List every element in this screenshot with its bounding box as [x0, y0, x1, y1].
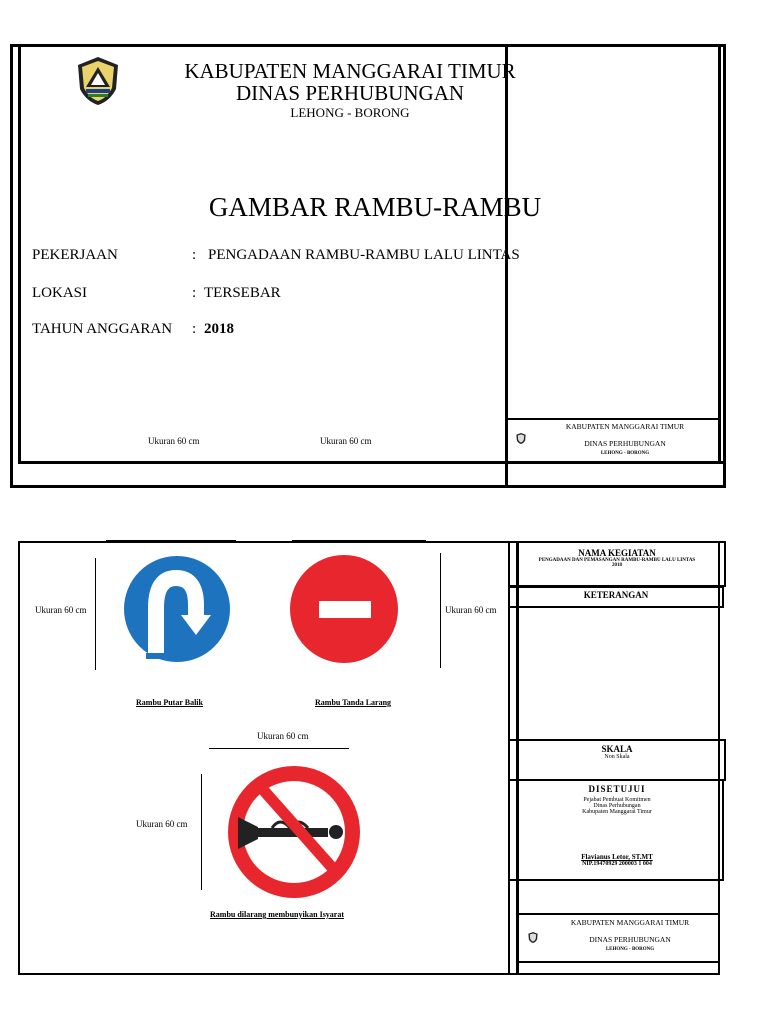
stamp-emblem-icon-2 — [527, 931, 539, 944]
stamp-line-3: LEHONG - BORONG — [600, 451, 650, 456]
disetujui-line-2: Dinas Perhubungan — [593, 803, 641, 809]
disetujui-title: DISETUJUI — [588, 784, 646, 794]
field-tahun-label: TAHUN ANGGARAN — [32, 321, 173, 337]
field-lokasi-value: TERSEBAR — [204, 285, 281, 301]
sheet-1-inner-left — [18, 44, 21, 464]
u-turn-top-arrow — [106, 540, 236, 541]
stamp2-line-3: LEHONG - BORONG — [605, 947, 655, 952]
u-turn-caption: Rambu Putar Balik — [136, 698, 203, 707]
signer-nip: NIP.19470929 200003 1 004 — [582, 861, 652, 867]
stamp2-line-1: KABUPATEN MANGGARAI TIMUR — [570, 918, 690, 927]
sheet-1-stamp-top — [505, 418, 721, 420]
nama-kegiatan-year: 2018 — [612, 563, 622, 568]
skala-value: Non Skala — [604, 754, 630, 760]
sign-no-horn — [220, 762, 368, 907]
sign-u-turn — [104, 553, 250, 670]
no-horn-top-arrow — [209, 748, 349, 749]
no-entry-top-arrow — [292, 540, 426, 541]
sheet-1-inner-bottom — [18, 461, 726, 464]
field-pekerjaan-sep: : — [192, 247, 197, 263]
regency-emblem-icon — [72, 55, 124, 107]
sheet-1-col-right — [718, 44, 721, 464]
signer-name: Flavianus Letor, ST.MT — [581, 853, 653, 861]
size-label-2: Ukuran 60 cm — [320, 436, 372, 446]
stamp-line-2: DINAS PERHUBUNGAN — [584, 439, 666, 448]
disetujui-line-1: Pejabat Pembuat Komitmen — [583, 797, 651, 803]
field-tahun-value: 2018 — [204, 321, 234, 337]
field-pekerjaan-value: PENGADAAN RAMBU-RAMBU LALU LINTAS — [208, 247, 520, 263]
sign-no-entry — [286, 553, 406, 670]
disetujui-line-3: Kabupaten Manggarai Timur — [582, 809, 652, 815]
no-entry-side-arrow — [440, 553, 441, 668]
field-pekerjaan-label: PEKERJAAN — [32, 247, 118, 263]
no-horn-caption: Rambu dilarang membunyikan Isyarat — [210, 910, 345, 919]
title-line-2: DINAS PERHUBUNGAN — [235, 81, 465, 105]
drawing-heading: GAMBAR RAMBU-RAMBU — [208, 192, 542, 222]
nama-kegiatan-value: PENGADAAN DAN PEMASANGAN RAMBU-RAMBU LALU LINTAS — [538, 558, 696, 563]
nama-kegiatan-title: NAMA KEGIATAN — [578, 548, 656, 558]
no-entry-size-label: Ukuran 60 cm — [445, 605, 497, 615]
no-entry-caption: Rambu Tanda Larang — [315, 698, 392, 707]
size-label-1: Ukuran 60 cm — [148, 436, 200, 446]
keterangan-title: KETERANGAN — [583, 590, 649, 600]
field-tahun-sep: : — [192, 321, 197, 337]
stamp-line-1: KABUPATEN MANGGARAI TIMUR — [565, 422, 685, 431]
title-line-3: LEHONG - BORONG — [290, 105, 410, 120]
field-lokasi-label: LOKASI — [32, 285, 87, 301]
skala-title: SKALA — [601, 744, 633, 754]
u-turn-side-arrow — [95, 558, 96, 670]
stamp2-line-2: DINAS PERHUBUNGAN — [589, 935, 671, 944]
stamp-emblem-icon — [515, 432, 527, 445]
size-top-label-3: Ukuran 60 cm — [257, 731, 309, 741]
u-turn-size-label: Ukuran 60 cm — [35, 605, 87, 615]
no-horn-side-arrow — [201, 774, 202, 890]
field-lokasi-sep: : — [192, 285, 197, 301]
size-side-label-3: Ukuran 60 cm — [136, 819, 188, 829]
title-line-1: KABUPATEN MANGGARAI TIMUR — [184, 59, 516, 83]
